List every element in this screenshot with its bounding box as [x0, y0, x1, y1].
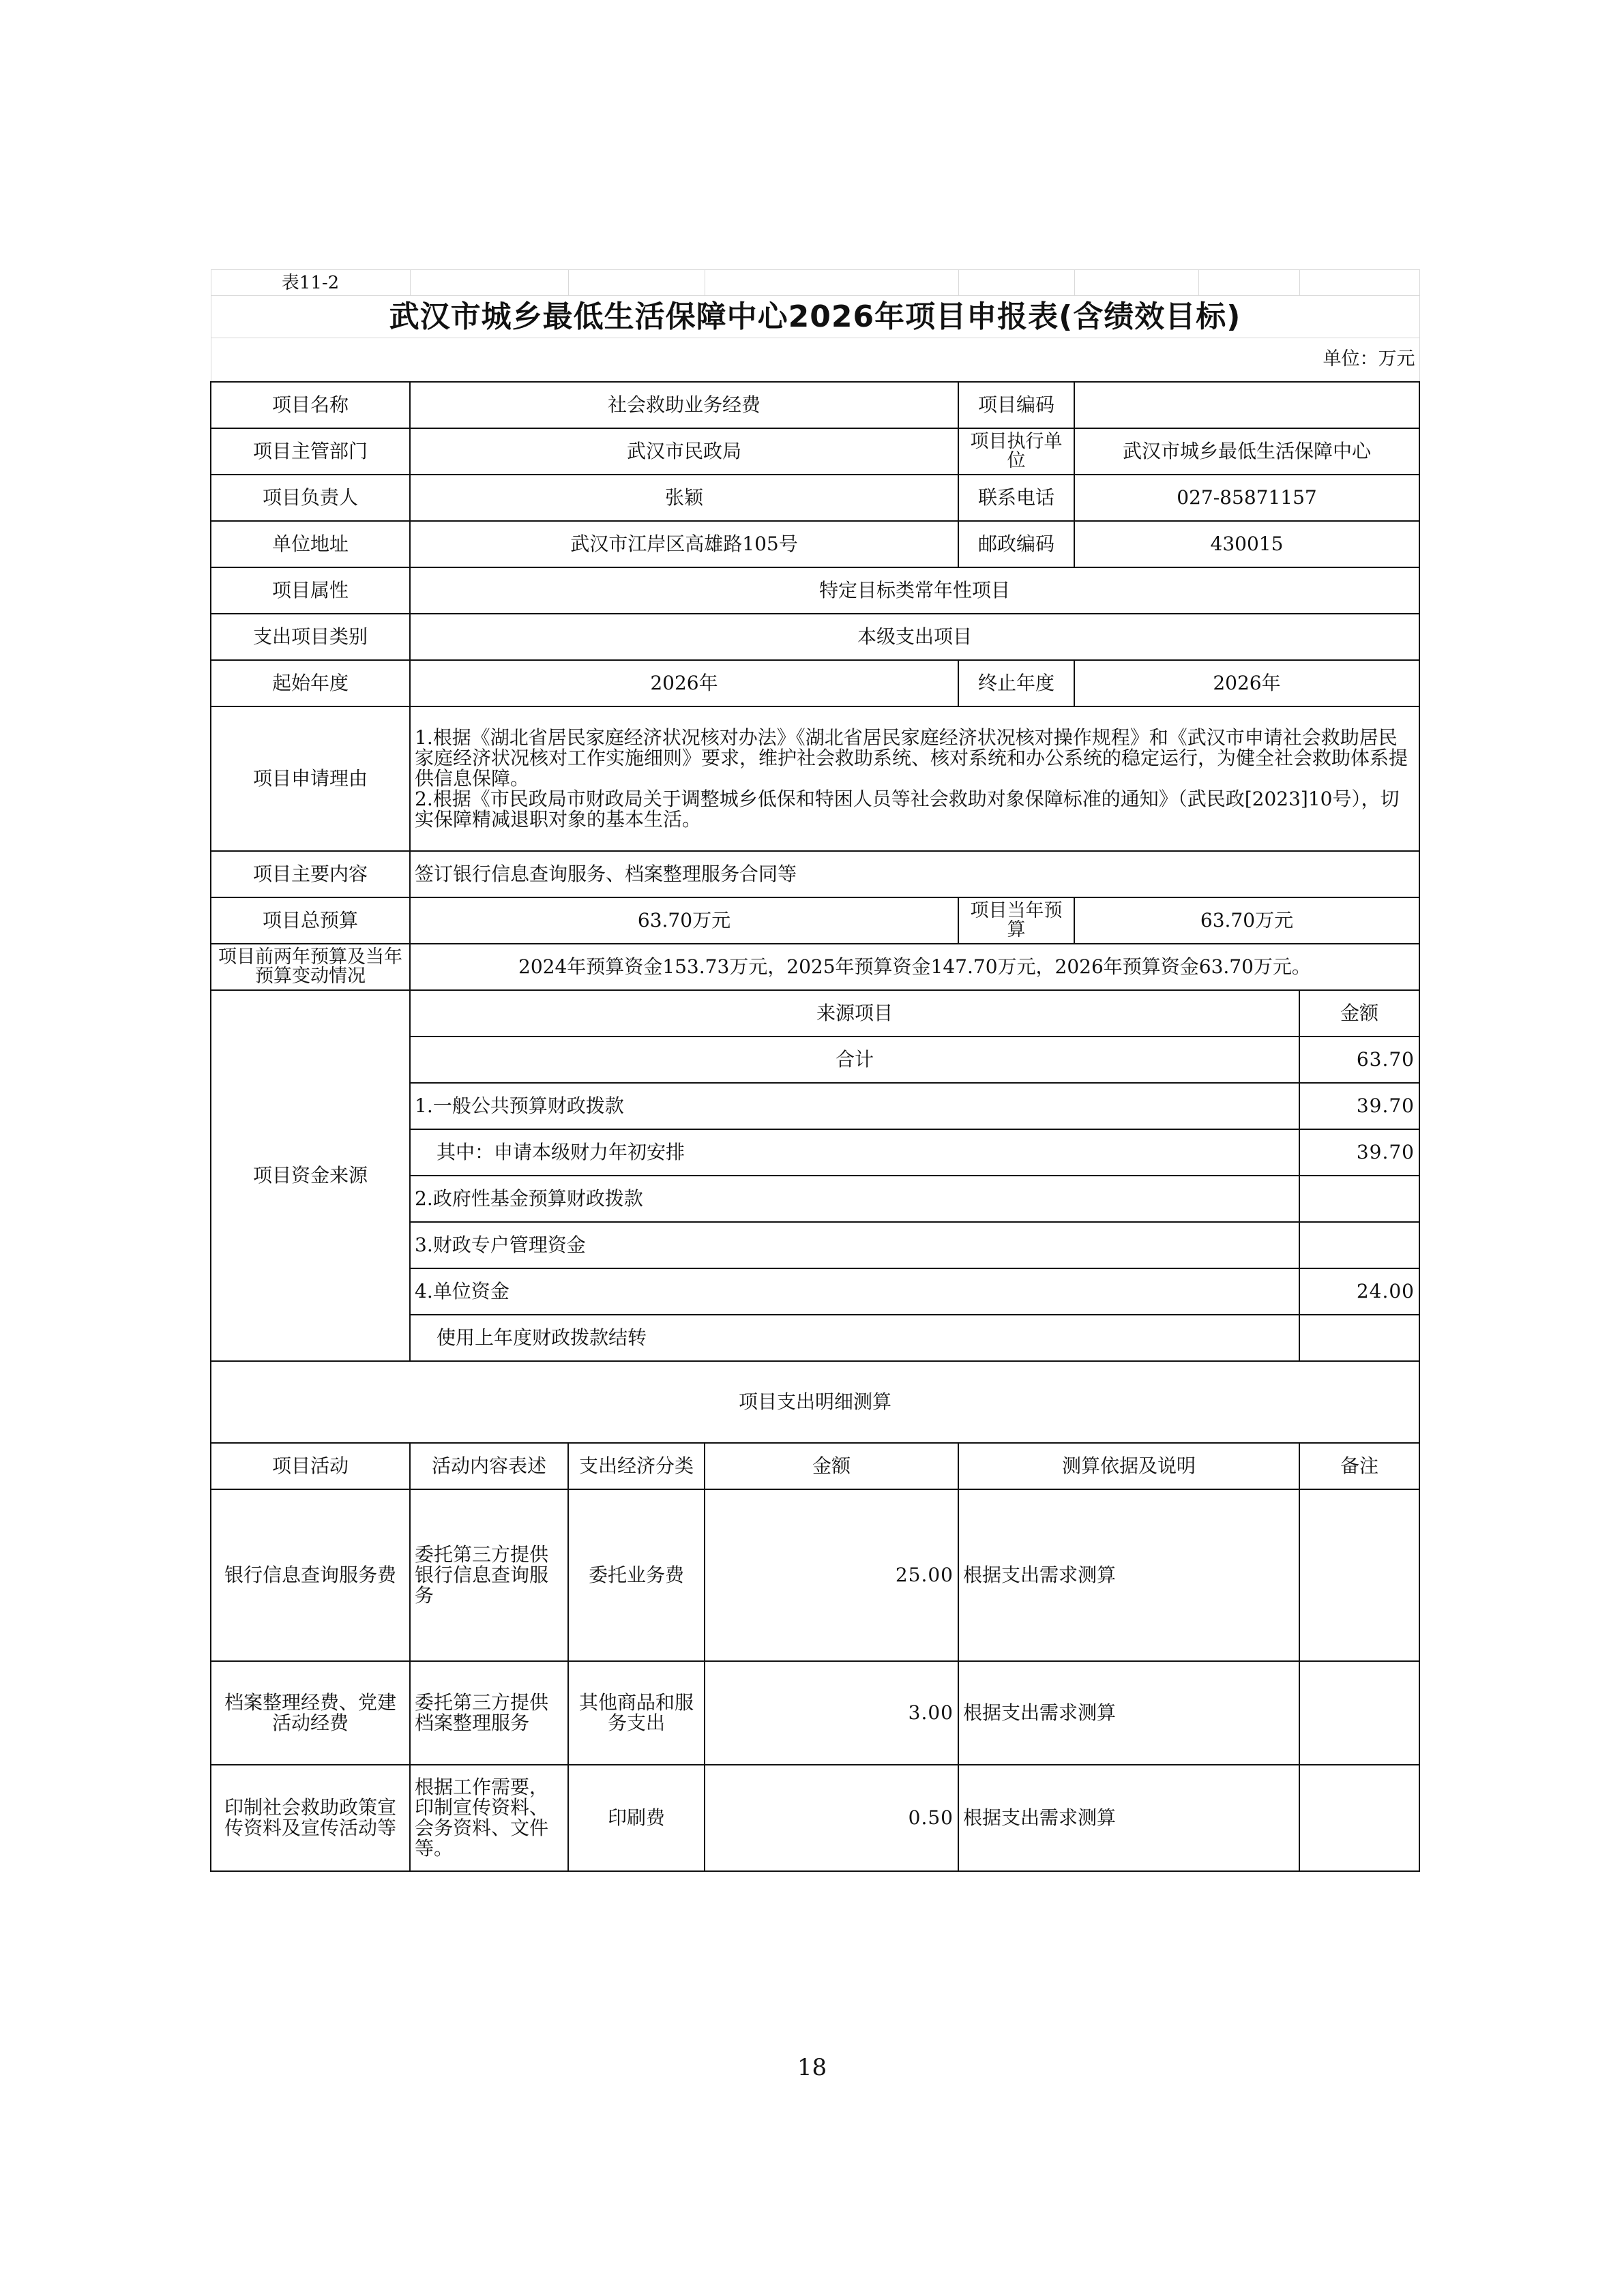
funding-label: 项目资金来源: [211, 990, 410, 1361]
funding-amount-header: 金额: [1299, 990, 1419, 1037]
detail-desc: 委托第三方提供档案整理服务: [410, 1661, 568, 1765]
page-number: 18: [797, 2054, 827, 2081]
reason-value: [410, 706, 1419, 851]
detail-amount: 3.00: [705, 1661, 958, 1765]
detail-header-basis: 测算依据及说明: [958, 1443, 1299, 1489]
attribute-value: 特定目标类常年性项目: [410, 567, 1419, 614]
detail-header-desc: 活动内容表述: [410, 1443, 568, 1489]
form-title: 武汉市城乡最低生活保障中心2026年项目申报表(含绩效目标): [211, 296, 1419, 338]
grid-cell: [568, 270, 705, 296]
reason-paragraph-2: 2.根据《市民政局市财政局关于调整城乡低保和特困人员等社会救助对象保障标准的通知》（武民政[2023]10号），切实保障精减退职对象的基本生活。: [415, 787, 1400, 831]
detail-header-class: 支出经济分类: [568, 1443, 705, 1489]
project-code-value: [1074, 382, 1419, 428]
address-label: 单位地址: [211, 521, 410, 567]
attribute-label: 项目属性: [211, 567, 410, 614]
row-department: [211, 428, 1419, 475]
start-year-label: 起始年度: [211, 660, 410, 706]
detail-note: [1299, 1489, 1419, 1661]
project-name-value: 社会救助业务经费: [410, 382, 958, 428]
funding-source-header: 来源项目: [410, 990, 1299, 1037]
row-years: [211, 660, 1419, 706]
total-budget-value: 63.70万元: [410, 897, 958, 944]
project-name-label: 项目名称: [211, 382, 410, 428]
funding-source-name: 2.政府性基金预算财政拨款: [410, 1176, 1299, 1222]
category-label: 支出项目类别: [211, 614, 410, 660]
funding-source-name: 其中：申请本级财力年初安排: [410, 1129, 1299, 1176]
detail-class: 其他商品和服务支出: [568, 1661, 705, 1765]
dept-label: 项目主管部门: [211, 428, 410, 475]
end-year-label: 终止年度: [958, 660, 1074, 706]
detail-section-title: 项目支出明细测算: [211, 1361, 1419, 1443]
row-address: [211, 521, 1419, 567]
detail-row: [211, 1661, 1419, 1765]
detail-note: [1299, 1661, 1419, 1765]
detail-class: 委托业务费: [568, 1489, 705, 1661]
category-value: 本级支出项目: [410, 614, 1419, 660]
project-code-label: 项目编码: [958, 382, 1074, 428]
detail-header-row: [211, 1443, 1419, 1489]
address-value: 武汉市江岸区高雄路105号: [410, 521, 958, 567]
funding-amount: 63.70: [1299, 1037, 1419, 1083]
owner-value: 张颖: [410, 475, 958, 521]
detail-basis: 根据支出需求测算: [958, 1661, 1299, 1765]
year-budget-label: 项目当年预算: [958, 897, 1074, 944]
reason-label: 项目申请理由: [211, 706, 410, 851]
row-history: [211, 944, 1419, 990]
phone-value: 027-85871157: [1074, 475, 1419, 521]
detail-section-row: [211, 1361, 1419, 1443]
funding-amount: 39.70: [1299, 1129, 1419, 1176]
funding-amount: [1299, 1176, 1419, 1222]
project-application-table: [210, 269, 1420, 1872]
funding-header-row: [211, 990, 1419, 1037]
row-content: [211, 851, 1419, 897]
detail-activity: 印制社会救助政策宣传资料及宣传活动等: [211, 1765, 410, 1871]
detail-class: 印刷费: [568, 1765, 705, 1871]
grid-cell: [1198, 270, 1299, 296]
row-reason: [211, 706, 1419, 851]
detail-desc: 委托第三方提供银行信息查询服务: [410, 1489, 568, 1661]
reason-paragraph-1: 1.根据《湖北省居民家庭经济状况核对办法》《湖北省居民家庭经济状况核对操作规程》和《武汉市申请社会救助居民家庭经济状况核对工作实施细则》要求，维护社会救助系统、核对系统和办公系统的稳定运行，为健全社会救助体系提供信息保障。: [415, 726, 1408, 790]
funding-source-name: 使用上年度财政拨款结转: [410, 1315, 1299, 1361]
row-category: [211, 614, 1419, 660]
funding-amount: [1299, 1222, 1419, 1268]
detail-header-activity: 项目活动: [211, 1443, 410, 1489]
owner-label: 项目负责人: [211, 475, 410, 521]
row-attribute: [211, 567, 1419, 614]
exec-unit-value: 武汉市城乡最低生活保障中心: [1074, 428, 1419, 475]
unit-label: 单位：万元: [211, 338, 1419, 382]
table-tag-row: [211, 270, 1419, 296]
funding-source-name: 3.财政专户管理资金: [410, 1222, 1299, 1268]
funding-source-name: 4.单位资金: [410, 1268, 1299, 1315]
detail-amount: 0.50: [705, 1765, 958, 1871]
exec-unit-label: 项目执行单位: [958, 428, 1074, 475]
grid-cell: [1074, 270, 1198, 296]
grid-cell: [1299, 270, 1419, 296]
table-tag: 表11-2: [211, 270, 410, 296]
detail-basis: 根据支出需求测算: [958, 1765, 1299, 1871]
detail-row: [211, 1765, 1419, 1871]
content-value: 签订银行信息查询服务、档案整理服务合同等: [410, 851, 1419, 897]
detail-basis: 根据支出需求测算: [958, 1489, 1299, 1661]
detail-note: [1299, 1765, 1419, 1871]
detail-row: [211, 1489, 1419, 1661]
phone-label: 联系电话: [958, 475, 1074, 521]
funding-source-name: 合计: [410, 1037, 1299, 1083]
funding-amount: [1299, 1315, 1419, 1361]
history-value: 2024年预算资金153.73万元，2025年预算资金147.70万元，2026年预算资金63.70万元。: [410, 944, 1419, 990]
grid-cell: [410, 270, 568, 296]
grid-cell: [958, 270, 1074, 296]
dept-value: 武汉市民政局: [410, 428, 958, 475]
detail-header-amount: 金额: [705, 1443, 958, 1489]
detail-header-note: 备注: [1299, 1443, 1419, 1489]
application-form-sheet: [210, 269, 1419, 1872]
postcode-value: 430015: [1074, 521, 1419, 567]
detail-activity: 档案整理经费、党建活动经费: [211, 1661, 410, 1765]
detail-amount: 25.00: [705, 1489, 958, 1661]
funding-amount: 39.70: [1299, 1083, 1419, 1129]
content-label: 项目主要内容: [211, 851, 410, 897]
detail-desc: 根据工作需要，印制宣传资料、会务资料、文件等。: [410, 1765, 568, 1871]
detail-activity: 银行信息查询服务费: [211, 1489, 410, 1661]
postcode-label: 邮政编码: [958, 521, 1074, 567]
row-owner: [211, 475, 1419, 521]
row-budget: [211, 897, 1419, 944]
funding-amount: 24.00: [1299, 1268, 1419, 1315]
end-year-value: 2026年: [1074, 660, 1419, 706]
start-year-value: 2026年: [410, 660, 958, 706]
row-project-name: [211, 382, 1419, 428]
history-label: 项目前两年预算及当年预算变动情况: [211, 944, 410, 990]
grid-cell: [705, 270, 958, 296]
funding-source-name: 1.一般公共预算财政拨款: [410, 1083, 1299, 1129]
total-budget-label: 项目总预算: [211, 897, 410, 944]
year-budget-value: 63.70万元: [1074, 897, 1419, 944]
